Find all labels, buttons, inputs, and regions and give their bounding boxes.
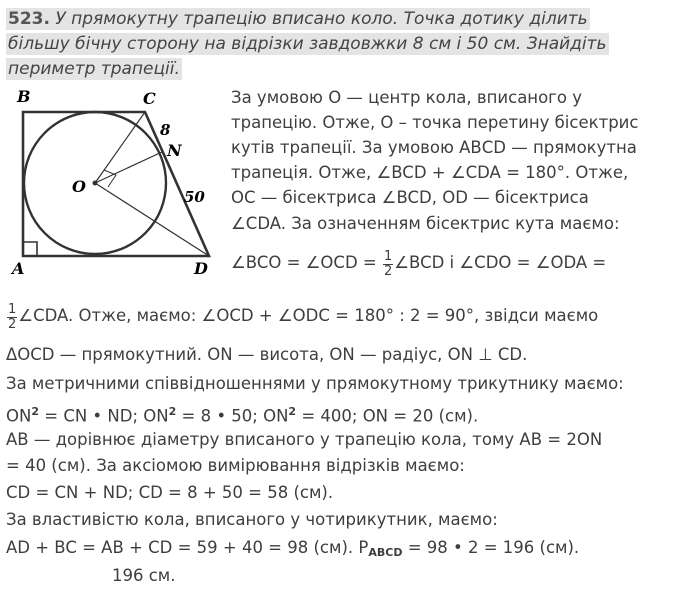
solution-line-11: [6, 401, 478, 428]
task-text-1: У прямокутну трапецію вписано коло. Точка дотику ділить: [55, 9, 588, 29]
angle-equation-1: ∠BCO = ∠OCD =: [231, 253, 377, 272]
square-1: 2: [31, 405, 39, 418]
angle-sum-text: ∠CDA. Отже, маємо: ∠OCD + ∠ODC = 180° : 2 = 90°, звідси маємо: [18, 306, 599, 325]
segment-on: [95, 152, 162, 183]
label-c: C: [143, 89, 156, 108]
label-8: 8: [160, 121, 171, 139]
solution-line-3: кутів трапеції. За умовою АВСD — прямокутна: [231, 138, 637, 157]
fraction-denominator: 2: [383, 264, 393, 279]
solution-line-5: ОС — бісектриса ∠BCD, OD — бісектриса: [231, 188, 589, 207]
label-b: B: [17, 87, 31, 106]
label-d: D: [194, 259, 208, 278]
on-label-1: ON: [6, 406, 32, 426]
trapezoid-figure: [0, 84, 225, 284]
solution-line-10: За метричними співвідношеннями у прямокутному трикутнику маємо:: [6, 374, 624, 393]
solution-line-13: = 40 (см). За аксіомою вимірювання відрізків маємо:: [6, 456, 465, 475]
solution-line-4: трапеція. Отже, ∠BCD + ∠CDA = 180°. Отже,: [231, 163, 629, 182]
answer: 196 см.: [112, 566, 176, 585]
solution-line-2: трапецію. Отже, О – точка перетину бісектрис: [231, 113, 639, 132]
right-angle-mark: [23, 242, 37, 256]
square-2: 2: [168, 405, 177, 418]
metric-eq-2: = 8 • 50; ON: [181, 406, 289, 426]
perimeter-eq-2: = 98 • 2 = 196 (см).: [407, 538, 580, 557]
solution-line-14: CD = CN + ND; CD = 8 + 50 = 58 (см).: [6, 483, 334, 502]
square-3: 2: [288, 405, 297, 418]
solution-line-16: [6, 537, 579, 561]
task-text-3: периметр трапеції.: [8, 59, 180, 79]
perimeter-eq-1: AD + BC = AB + CD = 59 + 40 = 98 (см). P: [6, 538, 369, 557]
fraction-half: [383, 250, 393, 279]
task-line-1: [6, 8, 590, 30]
task-number: 523.: [8, 9, 50, 29]
solution-line-1: За умовою О — центр кола, вписаного у: [231, 88, 582, 107]
solution-line-15: За властивістю кола, вписаного у чотирикутник, маємо:: [6, 510, 498, 529]
angle-equation-2: ∠BCD і ∠CDO = ∠ODA =: [394, 253, 607, 272]
segment-oc: [95, 112, 145, 183]
perimeter-subscript: ABCD: [368, 546, 403, 559]
solution-line-6: ∠CDA. За означенням бісектрис кута маємо:: [231, 214, 620, 233]
trapezoid-outline: [23, 112, 209, 256]
task-text-2: більшу бічну сторону на відрізки завдовжки 8 см і 50 см. Знайдіть: [8, 34, 607, 54]
label-o: O: [72, 177, 86, 196]
task-line-2: [6, 33, 609, 55]
solution-line-9: ΔOCD — прямокутний. ON — висота, ON — радіус, ON ⊥ CD.: [6, 345, 528, 364]
label-50: 50: [184, 188, 205, 206]
fraction-half-2: [7, 303, 17, 332]
fraction-numerator: 1: [383, 249, 393, 264]
center-point: [93, 181, 98, 186]
metric-eq-3: = 400; ON = 20 (см).: [301, 406, 479, 426]
fraction-numerator-2: 1: [8, 302, 17, 317]
metric-eq-1: = CN • ND; ON: [44, 406, 169, 426]
solution-line-7: [231, 250, 606, 279]
solution-line-8: [6, 303, 598, 332]
task-line-3: [6, 58, 182, 80]
fraction-denominator-2: 2: [8, 317, 17, 332]
solution-line-12: АВ — дорівнює діаметру вписаного у трапецію кола, тому АВ = 2ОN: [6, 430, 603, 449]
label-n: N: [167, 141, 182, 160]
label-a: A: [12, 259, 25, 278]
